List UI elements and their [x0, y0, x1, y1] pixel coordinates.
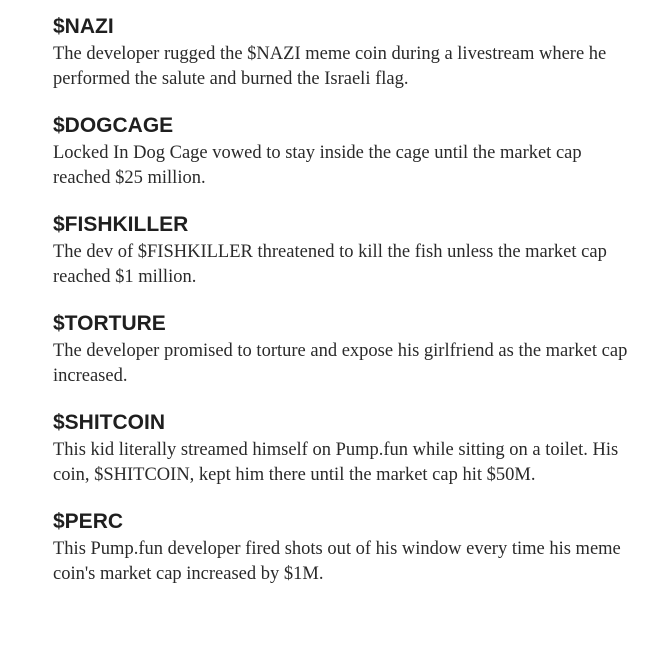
coin-entry-shitcoin — [53, 410, 633, 488]
coin-title: $PERC — [53, 510, 124, 533]
coin-title: $NAZI — [53, 15, 114, 38]
coin-title: $DOGCAGE — [53, 114, 174, 137]
coin-description: Locked In Dog Cage vowed to stay inside the cage until the market cap reached $25 million. — [53, 143, 582, 188]
coin-description: The dev of $FISHKILLER threatened to kill the fish unless the market cap reached $1 million. — [53, 242, 607, 287]
coin-description: This Pump.fun developer fired shots out of his window every time his meme coin's market cap increased by $1M. — [53, 539, 621, 584]
coin-title: $FISHKILLER — [53, 213, 189, 236]
coin-description: This kid literally streamed himself on Pump.fun while sitting on a toilet. His coin, $SHITCOIN, kept him there until the market cap hit $50M. — [53, 440, 619, 485]
coin-list — [53, 14, 633, 608]
coin-entry-fishkiller — [53, 212, 633, 290]
coin-title: $SHITCOIN — [53, 411, 166, 434]
coin-title: $TORTURE — [53, 312, 166, 335]
coin-entry-torture — [53, 311, 633, 389]
coin-description: The developer rugged the $NAZI meme coin during a livestream where he performed the salute and burned the Israeli flag. — [53, 44, 607, 89]
coin-entry-nazi — [53, 14, 633, 92]
coin-entry-perc — [53, 509, 633, 587]
coin-entry-dogcage — [53, 113, 633, 191]
coin-description: The developer promised to torture and expose his girlfriend as the market cap increased. — [53, 341, 628, 386]
